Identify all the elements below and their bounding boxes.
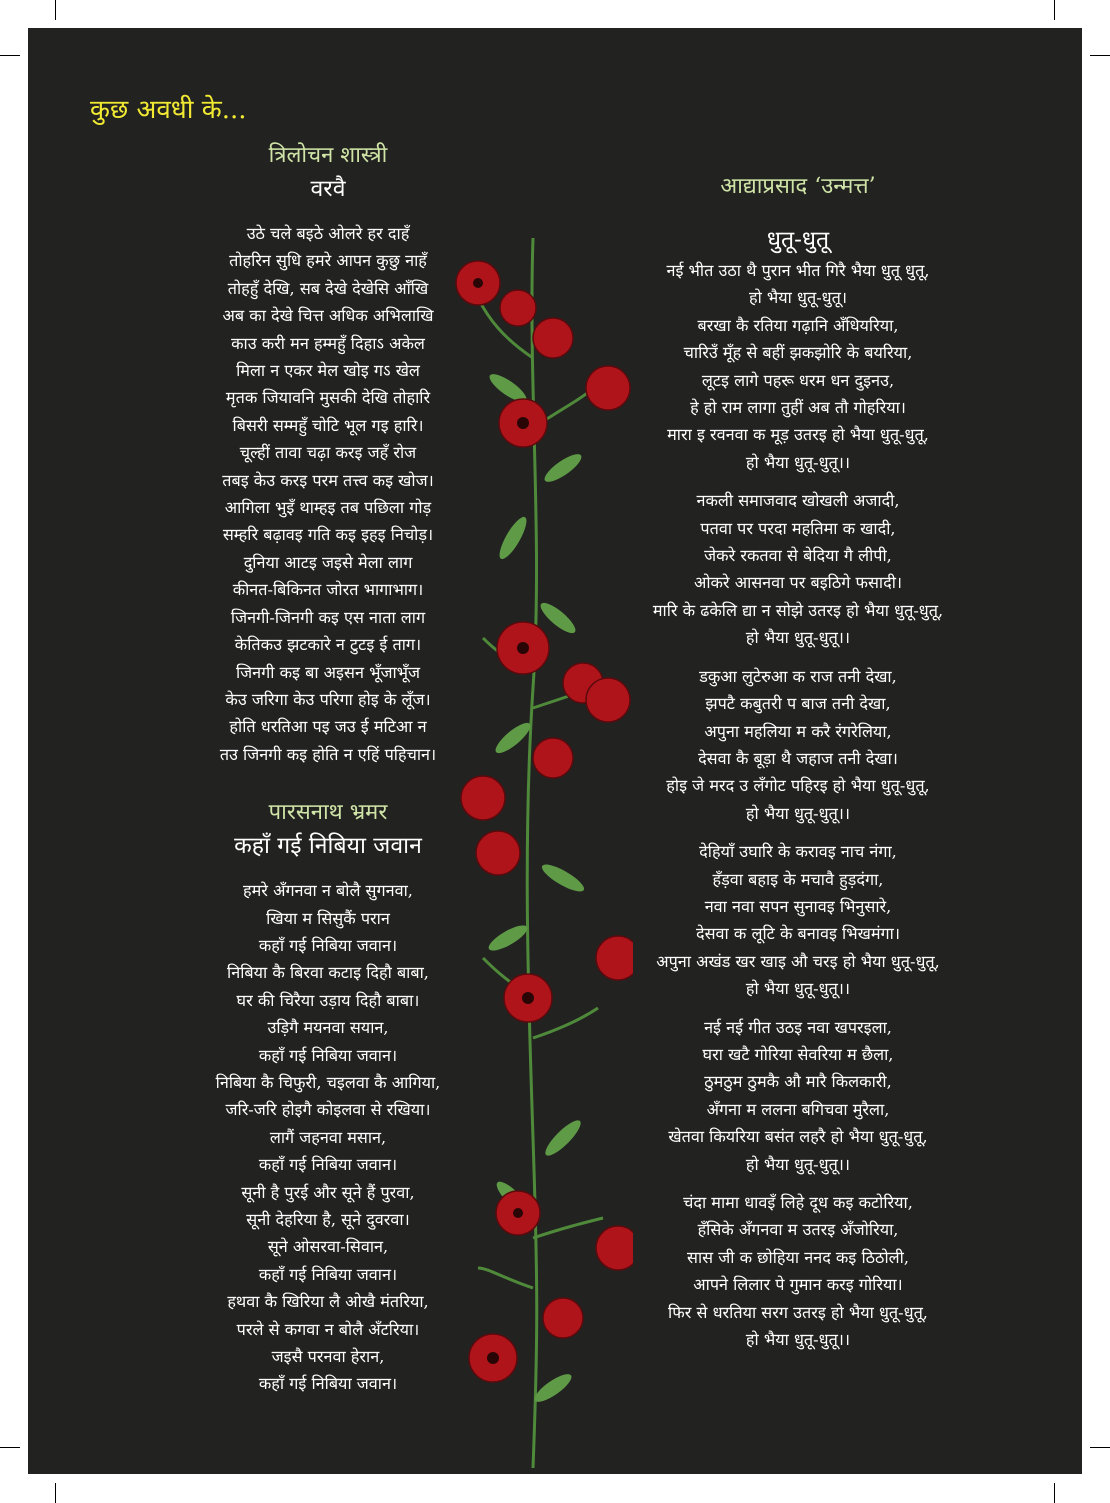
poem3-title: धुतू-धुतू [766,227,830,253]
poem2-author: पारसनाथ भ्रमर [268,800,388,826]
crop-mark [0,55,20,56]
poem-line: परले से कगवा न बोलै अँटरिया। [236,1319,420,1339]
poem-line: चंदा मामा धावइँ लिहे दूध कइ कटोरिया, [683,1193,913,1212]
poem-line: जेकरे रकतवा से बेदिया गै लीपी, [704,546,892,566]
crop-mark [55,0,56,20]
stanza [588,257,1008,476]
poem-line: अपुना महलिया म करै रंगरेलिया, [704,721,892,741]
poem-line: बिसरी सम्महुँ चोटि भूल गइ हारि। [232,415,424,435]
poem-line: झपटै कबुतरी प बाज तनी देखा, [705,694,891,714]
stanza [588,487,1008,651]
section-title: कुछ अवधी के... [90,95,247,125]
poem-line: खेतवा कियरिया बसंत लहरै हो भैया धुतू-धुतू, [668,1127,928,1147]
poem-line: लूटइ लागे पहरू धरम धन दुइनउ, [701,370,895,390]
poem-line: निबिया कै चिफुरी, चइलवा कै आगिया, [215,1072,441,1092]
crop-mark [1090,1447,1110,1448]
poem-line: अँगना म ललना बगिचवा मुरैला, [706,1099,890,1119]
poem-line: कहाँ गई निबिया जवान। [258,1264,398,1284]
poem-line: सास जी क छोहिया ननद कइ ठिठोली, [687,1247,909,1267]
poem-line: हँड़वा बहाइ के मचावै हुड़दंगा, [712,869,884,889]
poem1-body [138,220,518,768]
poetry-page [28,28,1082,1474]
crop-mark [1054,0,1055,20]
poem-line: अब का देखे चित्त अधिक अभिलाखि [222,306,434,326]
poem-line: सूनी है पुरई और सूने हैं पुरवा, [241,1182,415,1202]
left-column [138,140,518,1409]
poem-line: बरखा कै रतिया गढ़ानि अँधियरिया, [697,315,899,335]
stanza [588,838,1008,1002]
poem-line: हो भैया धुतू-धुतू।। [745,803,851,823]
poem-line: तोहहुँ देखि, सब देखे देखेसि आँखि [227,278,429,298]
poem-line: फिर से धरतिया सरग उतरइ हो भैया धुतू-धुतू, [668,1302,928,1322]
poem-line: चारिउँ मूँह से बहीं झकझोरि के बयरिया, [683,343,913,363]
poem-line: नवा नवा सपन सुनावइ भिनुसारे, [704,896,892,916]
poem-line: देहियाँ उघारि के करावइ नाच नंगा, [699,842,897,862]
poem-line: डकुआ लुटेरुआ क राज तनी देखा, [699,666,897,686]
poem-line: उठे चले बइठे ओलरे हर दाहँ [246,224,410,243]
poem-line: हो भैया धुतू-धुतू।। [745,628,851,648]
poem1-title: वरवै [310,176,346,202]
poem-line: उड़िगै मयनवा सयान, [267,1018,389,1038]
poem-line: लागैं जहनवा मसान, [269,1127,387,1147]
poem-line: निबिया कै बिरवा कटाइ दिहौ बाबा, [227,963,429,983]
poem-line: मारा इ रवनवा क मूड़ उतरइ हो भैया धुतू-धुतू, [667,425,929,445]
poem-line: घरा खटै गोरिया सेवरिया म छैला, [702,1044,894,1064]
poem3-author: आद्याप्रसाद ‘उन्मत्त’ [720,174,876,199]
poem-line: ओकरे आसनवा पर बइठिगे फसादी। [693,573,903,593]
stanza [588,663,1008,827]
poem-line: तोहरिन सुधि हमरे आपन कुछु नाहँ [229,251,427,271]
poem-line: दुनिया आटइ जइसे मेला लाग [243,552,413,572]
poem-line: चूल्हीं तावा चढ़ा करइ जहँ रोज [239,443,417,463]
poem-line: नई भीत उठा थै पुरान भीत गिरै भैया धुतू धुतू, [666,261,930,280]
poem-line: हमरे अँगनवा न बोलै सुगनवा, [243,881,413,901]
poem-line: पतवा पर परदा महतिमा क खादी, [700,518,896,538]
poem-line: काउ करी मन हम्महुँ दिहाऽ अकेल [231,333,425,353]
poem-line: जइसै परनवा हेरान, [271,1347,385,1367]
poem-line: मिला न एकर मेल खोइ गऽ खेल [236,361,420,381]
poem-line: केतिकउ झटकारे न टुटइ ई ताग। [234,635,422,655]
poem-line: मारि के ढकेलि द्या न सोझे उतरइ हो भैया धुतू-धुतू, [652,600,944,620]
poem-line: कीनत-बिकिनत जोरत भागाभाग। [232,580,424,600]
poem-line: देसवा क लूटि के बनावइ भिखमंगा। [696,924,900,944]
poem-line: आगिला भुइँ थाम्हइ तब पछिला गोड़ [224,498,432,518]
poem-line: हथवा कै खिरिया लै ओखै मंतरिया, [227,1292,429,1312]
crop-mark [1054,1483,1055,1503]
poem1-author: त्रिलोचन शास्त्री [268,143,388,168]
poem-line: होइ जे मरद उ लँगोट पहिरइ हो भैया धुतू-धुतू, [666,776,930,796]
poem-line: केउ जरिगा केउ परिगा होइ के लूँज। [225,689,431,709]
poem-line: हँसिके अँगनवा म उतरइ अँजोरिया, [697,1220,899,1240]
poem-line: हो भैया धुतू-धुतू।। [745,1330,851,1350]
poem-line: कहाँ गई निबिया जवान। [258,1155,398,1175]
poem-line: ठुमठुम ठुमकै औ मारै किलकारी, [704,1072,892,1092]
poem-line: घर की चिरैया उड़ाय दिहौ बाबा। [236,990,420,1010]
poem-line: हो भैया धुतू-धुतू।। [745,979,851,999]
poem-line: हो भैया धुतू-धुतू। [748,288,847,308]
poem-line: हो भैया धुतू-धुतू।। [745,1154,851,1174]
poem-line: नई नई गीत उठइ नवा खपरइला, [704,1017,892,1037]
poem-line: होति धरतिआ पइ जउ ई मटिआ न [229,717,427,737]
poem-line: जिनगी कइ बा अइसन भूँजाभूँज [235,662,421,682]
poem-line: हो भैया धुतू-धुतू।। [745,452,851,472]
poem-line: हे हो राम लागा तुहीं अब तौ गोहरिया। [690,398,906,418]
crop-mark [55,1483,56,1503]
poem-line: खिया म सिसुकैं परान [266,908,390,928]
stanza [588,1189,1008,1353]
poem-line: तबइ केउ करइ परम तत्त्व कइ खोज। [222,470,434,490]
crop-mark [1090,55,1110,56]
poem-line: कहाँ गई निबिया जवान। [258,935,398,955]
poem-line: कहाँ गई निबिया जवान। [258,1045,398,1065]
poem-line: मृतक जियावनि मुसकी देखि तोहारि [225,388,431,408]
crop-mark [0,1447,20,1448]
poem2-body [138,877,518,1398]
poem-line: जिनगी-जिनगी कइ एस नाता लाग [230,607,426,627]
poem-line: देसवा कै बूड़ा थै जहाज तनी देखा। [698,748,898,768]
poem-line: कहाँ गई निबिया जवान। [258,1374,398,1394]
poem-line: सूने ओसरवा-सिवान, [267,1237,389,1257]
poem-line: आपने लिलार पे गुमान करइ गोरिया। [693,1275,903,1295]
poem-line: जरि-जरि होइगै कोइलवा से रखिया। [225,1100,431,1120]
right-column [588,171,1008,1364]
poem-line: तउ जिनगी कइ होति न एहिं पहिचान। [219,744,437,764]
poem-line: अपुना अखंड खर खाइ औ चरइ हो भैया धुतू-धुतू, [656,951,940,971]
poem2-title: कहाँ गई निबिया जवान [234,833,422,860]
poem-line: सूनी देहरिया है, सूने दुवरवा। [246,1210,410,1229]
poem-line: सम्हरि बढ़ावइ गति कइ इहइ निचोड़। [222,525,434,545]
stanza [588,1014,1008,1178]
poem-line: नकली समाजवाद खोखली अजादी, [696,491,900,511]
